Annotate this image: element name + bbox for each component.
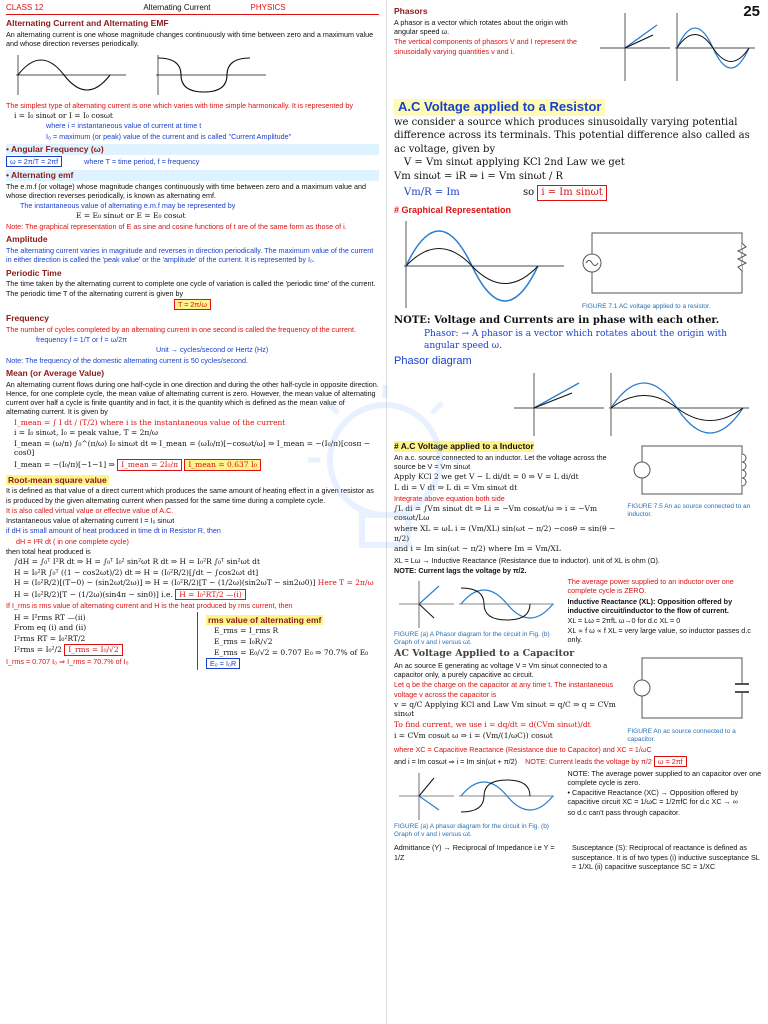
resistor-circuit-figure [582,223,757,303]
resistor-eq3: Vm/R = Im [404,187,460,199]
inductor-phasor-graph [394,576,559,631]
capacitor-note: NOTE: Current leads the voltage by π/2 [525,756,652,766]
resistor-heading: A.C Voltage applied to a Resistor [394,99,605,116]
resistor-eq2: Vm sinωt = iR ⇒ i = Vm sinωt / R [394,170,564,182]
page-number: 25 [743,3,760,20]
rms-emf-eq1: E_rms = I_rms R [214,626,279,636]
capacitor-graph-caption: FIGURE (a) A phasor diagram for the circuit in Fig. (b) Graph of v and i versus ωt. [394,822,549,839]
capacitor-eq4: where XC = Capacitive Reactance (Resistance due to Capacitor) and XC = 1/ωC [394,745,652,755]
inductive-reactance-3: XL ∝ f ω ∝ f XL = very large value, so inductor passes d.c only. [567,626,751,645]
capacitor-avg-power: NOTE: The average power supplied to an capacitor over one complete cycle is zero. [567,768,762,788]
inductor-eq2: L di = V dt ⇒ L di = Vm sinωt dt [394,482,518,492]
frequency-heading: Frequency [6,313,49,324]
chapter-title: Alternating Current [143,3,211,12]
inductive-reactance-2: XL = Lω = 2πfL ω→0 for d.c XL = 0 [567,616,681,625]
rms-eq7: I²rms RT = I₀²RT/2 [14,633,86,643]
lightbulb-watermark-icon [300,380,470,580]
subject-label: PHYSICS [250,3,286,12]
mean-body: An alternating current flows during one half-cycle in one direction and during the other half-cycle in opposite direction. Hence, for one complete cycle, the mean value of alternating current is zero. However, the mean value of alternating current over half a cycle is finite quantity and in fact, it is the quantity which is defined as the mean value of alternating current. It is given by [6,379,379,417]
mean-result1: I_mean = 2I₀/π [117,459,182,471]
inductor-xl: XL = Lω → Inductive Reactance (Resistance due to inductor). unit of XL is ohm (Ω). [394,555,660,565]
inductor-note: NOTE: Current lags the voltage by π/2. [394,565,527,575]
periodic-time-body: The time taken by the alternating current to complete one cycle of variation is called the 'periodic time' of the current. The periodic time T of the alternating current is given by [6,279,376,298]
rms-emf-box: E₀ = I₀R [206,658,240,669]
inductor-figure-caption: FIGURE 7.5 An ac source connected to an inductor. [627,503,751,519]
inductive-reactance: Inductive Reactance (XL): Opposition offered by inductive circuit/inductor to the flow of current. [567,596,733,615]
rms-total: then total heat produced is [6,546,91,556]
rms-eq4-result: H = I₀²RT/2 —(i) [175,589,246,601]
rms-inst: Instantaneous value of alternating current I = I₀ sinωt [6,516,175,526]
page-header [6,3,379,15]
amplitude-body: The alternating current varies in magnitude and reverses in direction periodically. The maximum value of the current in either direction is called the 'peak value' or the 'amplitude' of the current. It is represented by I₀. [6,246,374,265]
periodic-time-heading: Periodic Time [6,267,62,278]
rms-eq8: I²rms = I₀²/2 [14,645,62,655]
inductor-graph-caption: FIGURE (a) A Phasor diagram for the circuit in Fig. (b) Graph of v and i versus ωt. [394,631,550,647]
periodic-time-eq: T = 2π/ω [174,299,211,310]
inductor-red: Integrate above equation both side [394,493,505,503]
capacitor-body: An ac source E generating ac voltage V = Vm sinωt connected to a capacitor only, a purely capacitive ac circuit. [394,660,608,680]
angular-frequency-heading: • Angular Frequency (ω) [6,144,379,155]
s1-heading: Alternating Current and Alternating EMF [6,18,169,29]
rms-emf-eq3: E_rms = E₀/√2 = 0.707 E₀ ⇒ 70.7% of E₀ [214,647,369,657]
s1-body: An alternating current is one whose magnitude changes continuously with time between zero and a maximum value and whose direction reverses periodically. [6,30,374,49]
inductor-eq3: ∫L di = ∫Vm sinωt dt ⇒ Li = −Vm cosωt/ω ⇒ i = −Vm cosωt/Lω [394,503,598,523]
admittance: Admittance (Y) → Reciprocal of Impedance i.e Y = 1/Z [394,843,555,862]
capacitive-reactance-2: so d.c can't pass through capacitor. [567,807,680,817]
rms-result: I_rms = I₀/√2 [64,644,122,656]
rms-red: It is also called virtual value or effective value of A.C. [6,505,174,515]
emf-blue: The instantaneous value of alternating e.m.f may be represented by [20,201,236,211]
note-in-phase: NOTE: Voltage and Currents are in phase with each other. [394,315,720,327]
susceptance: Susceptance (S): Reciprocal of reactance is defined as susceptance. It is of two types (i) inductive susceptance SL = 1/XL (ii) capacitive susceptance SC = 1/XC [572,843,760,871]
frequency-body: The number of cycles completed by an alternating current in one second is called the frequency of the current. [6,324,356,334]
capacitor-circuit-figure [627,648,757,728]
s1-red-text: The simplest type of alternating current is one which varies with time simple harmonically. It is represented by [6,100,354,110]
rms-emf-eq2: E_rms = I₀R/√2 [214,637,273,647]
frequency-eq: frequency f = 1/T or f = ω/2π [36,335,128,345]
inductor-circuit-figure [627,438,757,503]
capacitor-figure-caption: FIGURE An ac source connected to a capacitor. [627,727,736,744]
inductor-eq4: where XL = ωL i = (Vm/XL) sin(ωt − π/2) −cosθ = sin(θ − π/2) [394,523,616,543]
inductor-eq1: Apply KCl 2 we get V − L di/dt = 0 ⇒ V = L di/dt [394,472,579,482]
mean-eq1: I_mean = ∫ I dt / (T/2) where i is the instantaneous value of the current [14,417,286,427]
rms-dh: dH = I²R dt ( in one complete cycle) [16,536,129,546]
emf-note: Note: The graphical representation of E as sine and cosine functions of t are of the same form as those of i. [6,222,347,232]
phasor-diagram-heading: Phasor diagram [394,354,472,367]
s1-equation: i = I₀ sinωt or I = I₀ cosωt [14,110,113,120]
rms-eq3b: Here T = 2π/ω [317,578,374,588]
resistor-result: i = Im sinωt [537,185,607,201]
phasors-red: The vertical components of phasors V and I represent the sinusoidally varying quantities v and i. [394,37,577,56]
capacitive-reactance: • Capacitive Reactance (XC) → Opposition offered by capacitive circuit XC = 1/ωC = 1/2πfC for d.c XC → ∞ [567,788,739,807]
phasors-heading: Phasors [394,6,428,16]
capacitor-heading: AC Voltage Applied to a Capacitor [394,647,575,659]
rms-last: I_rms = 0.707 I₀ ⇒ I_rms = 70.7% of I₀ [6,656,129,666]
rms-eq3: H = (I₀²R/2)[(T−0) − (sin2ωt/2ω)] ⇒ H = (I₀²R/2)[T − (1/2ω)(sin2ωT − sin2ω0)] [14,578,316,588]
capacitor-phasor-graph [394,768,559,823]
rms-eq6: From eq (i) and (ii) [14,623,87,633]
mean-heading: Mean (or Average Value) [6,367,105,378]
capacitor-red: Let q be the charge on the capacitor at any time t. The instantaneous voltage v across the capacitor is [394,680,614,699]
frequency-note: Note: The frequency of the domestic alternating current is 50 cycles/second. [6,355,248,365]
rms-eq2: H = I₀²R ∫₀ᵀ ((1 − cos2ωt)/2) dt ⇒ H = (I₀²R/2)[∫dt − ∫cos2ωt dt] [14,567,259,577]
resistor-body: we consider a source which produces sinusoidally varying potential difference across its terminals. This potential difference also called as ac voltage, given by [394,116,750,155]
note-phasor: Phasor: → A phasor is a vector which rotates about the origin with angular speed ω. [424,328,728,351]
s1-where: where i = instantaneous value of current at time t [46,121,202,131]
class-label: CLASS 12 [6,3,44,12]
rms-blue: if dH is small amount of heat produced in time dt in Resistor R, then [6,526,221,536]
emf-equation: E = E₀ sinωt or E = E₀ cosωt [76,211,186,221]
rms-body: It is defined as that value of a direct current which produces the same amount of heating effect in a given resistor as is produced by the given alternating current when passed for the same time during a complete cycle. [6,486,374,505]
rms-eq4: H = (I₀²R/2)[T − (1/2ω)(sin4π − sin0)] i.e. [14,589,173,599]
rms-eq1: ∫dH = ∫₀ᵀ I²R dt ⇒ H = ∫₀ᵀ I₀² sin²ωt R dt ⇒ H = I₀²R ∫₀ᵀ sin²ωt dt [14,556,260,566]
figure-7-1-caption: FIGURE 7.1 AC voltage applied to a resistor. [582,302,711,310]
mean-eq4: I_mean = −(I₀/π)[−1−1] ⇒ [14,459,115,469]
rms-eq5: H = I²rms RT —(ii) [14,612,86,622]
emf-heading: • Alternating emf [6,170,379,181]
af-where: where T = time period, f = frequency [84,156,200,166]
emf-body: The e.m.f (or voltage) whose magnitude changes continuously with time between zero and a maximum value and whose direction reverses periodically, is known as alternating emf. [6,181,366,200]
frequency-unit: Unit → cycles/second or Hertz (Hz) [156,345,269,355]
rms-heading: Root-mean square value [8,474,107,485]
mean-eq3: I_mean = (ω/π) ∫₀^(π/ω) I₀ sinωt dt ⇒ I_mean = (ωI₀/π)[−cosωt/ω] ⇒ I_mean = −(I₀/π)[cosπ − cos0] [14,438,371,458]
inductor-avg-power: The average power supplied to an inductor over one complete cycle is ZERO. [567,577,734,596]
inductor-heading: # A.C Voltage applied to a Inductor [394,441,534,451]
capacitor-eq2: To find current, we use i = dq/dt = d(CVm sinωt)/dt [394,719,591,729]
resistor-eq4: so [522,187,535,199]
rms-red2: If I_rms is rms value of alternating current and H is the heat produced by rms current, then [6,601,293,611]
resistor-vi-graph [394,216,574,311]
inductor-eq5: and i = Im sin(ωt − π/2) where Im = Vm/XL [394,544,561,554]
rms-emf-heading: rms value of alternating emf [208,614,322,625]
capacitor-eq5: and i = Im cosωt ⇒ i = Im sin(ωt + π/2) [394,756,518,766]
omega-box: ω = 2πf [654,756,687,767]
graphical-heading: # Graphical Representation [394,204,512,215]
capacitor-eq1: v = q/C Applying KCl and Law Vm sinωt = q/C ⇒ q = CVm sinωt [394,699,616,719]
phasors-body: A phasor is a vector which rotates about the origin with angular speed ω. [394,17,568,37]
mean-result2: I_mean = 0.637 I₀ [184,459,260,471]
mean-eq2: i = I₀ sinωt, I₀ = peak value, T = 2π/ω [14,428,158,438]
amplitude-heading: Amplitude [6,234,48,245]
af-equation: ω = 2π/T = 2πf [6,156,62,167]
capacitor-eq3: i = CVm cosωt ω ⇒ i = (Vm/(1/ωC)) cosωt [394,730,553,740]
resistor-eq1: V = Vm sinωt applying KCl 2nd Law we get [404,157,625,169]
ac-current-graphs [6,50,306,100]
inductor-body: An a.c. source connected to an inductor. Let the voltage across the source be V = Vm sinωt [394,452,607,472]
s1-where2: I₀ = maximum (or peak) value of the current and is called "Current Amplitude" [46,131,292,141]
phasor-figure-top [595,3,760,85]
